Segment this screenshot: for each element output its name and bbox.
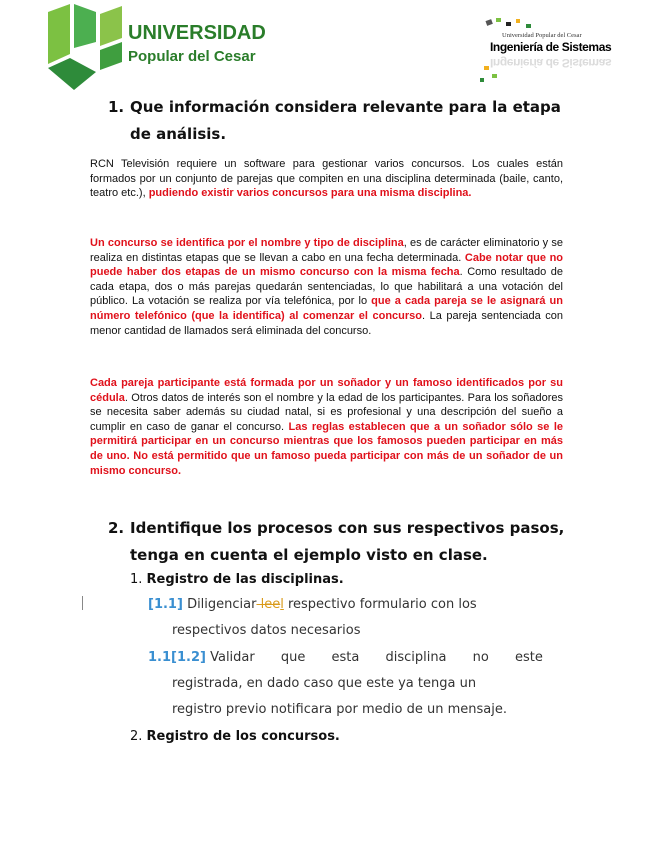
paragraph-3-highlight-2: Las reglas establecen que a un soñador sólo se le permitirá participar en un concurso mientras que los famosos pueden participar en más de uno. No está permitido que un famoso pueda participar con más de un soñador de un mismo concurso. [90,420,564,477]
step-2-tag: 1.1[1.2] [148,650,206,665]
paragraph-2-text-1: , es de carácter eliminatorio y se realiza en distintas etapas que se llevan a cabo en una fecha determinada. [90,237,563,264]
paragraph-3 [90,376,563,478]
process-1-step-1 [148,592,564,644]
revision-marker [82,596,83,610]
step-2-line1: Validar que esta disciplina no este [210,650,543,665]
step-1-tag: [1.1] [148,597,183,612]
process-1-number: 1. [130,572,143,587]
section-1-title-line1: Que información considera relevante para la etapa [130,98,561,116]
paragraph-2-highlight-3: que a cada pareja se le asignará un número telefónico (que la identifica) al comenzar el concurso [90,295,563,322]
university-name: UNIVERSIDAD [128,22,266,44]
paragraph-3-highlight-1: Cada pareja participante está formada por un soñador y un famoso identificados por su cédula [90,377,563,404]
process-1-title: Registro de las disciplinas. [146,572,344,587]
paragraph-2-text-3: . La pareja sentenciada con menor cantidad de llamados será eliminada del concurso. [90,309,564,337]
paragraph-2-highlight-2: Cabe notar que no puede haber dos etapas de un mismo concurso con la misma fecha [90,251,564,279]
paragraph-2-text-2: . Como resultado de cada etapa, dos o más parejas quedarán sentenciadas, lo que habilitará a una votación del público. La votación se realiza por vía telefónica, por lo [90,266,563,308]
section-2-title-line2: tenga en cuenta el ejemplo visto en clase. [130,546,488,564]
upc-emblem-icon [40,2,126,92]
program-logo [478,14,618,84]
program-emblem-bottom-icon [478,54,538,84]
program-name: Ingeniería de Sistemas [490,40,612,54]
paragraph-1-highlight: pudiendo existir varios concursos para una misma disciplina. [148,187,472,200]
section-2-heading [108,515,578,569]
program-small-text: Universidad Popular del Cesar [502,32,582,39]
section-2-title-line1: Identifique los procesos con sus respectivos pasos, [130,519,565,537]
paragraph-3-text-1: . Otros datos de interés son el nombre y la edad de los participantes. Para los soñadores se necesita saber además su ciudad natal, si es profesional y una descripción del sueño a cumplir en caso de ganar el concurso. [90,391,563,433]
university-subtitle: Popular del Cesar [128,48,256,65]
university-logo [40,2,266,92]
step-1-inserted-text: l [280,597,284,612]
paragraph-1 [90,157,563,201]
process-2-heading [130,727,340,747]
step-1-line2: respectivos datos necesarios [172,623,361,638]
program-name-reflection: Ingeniería de Sistemas [490,56,612,70]
paragraph-1-text: RCN Televisión requiere un software para gestionar varios concursos. Los cuales están formados por un conjunto de parejas que compiten en una disciplina determinada (baile, canto, teatro etc.), [90,158,563,200]
process-2-title: Registro de los concursos. [146,729,340,744]
process-1-step-2 [148,645,564,723]
step-1-word: Diligenciar [187,597,257,612]
step-2-line2: registrada, en dado caso que este ya tenga un [172,676,477,691]
paragraph-2-highlight-1: Un concurso se identifica por el nombre y tipo de disciplina [90,237,404,249]
step-2-line3: registro previo notificara por medio de un mensaje. [172,702,507,717]
section-1-heading [108,94,578,148]
step-1-rest: respectivo formulario con los [283,597,477,612]
section-1-title-line2: de análisis. [130,125,227,143]
paragraph-2 [90,236,563,338]
process-1-heading [130,570,344,590]
step-1-deleted-text: lee [256,597,281,612]
process-2-number: 2. [130,729,143,744]
section-2-number: 2. [108,519,125,537]
section-1-number: 1. [108,98,125,116]
